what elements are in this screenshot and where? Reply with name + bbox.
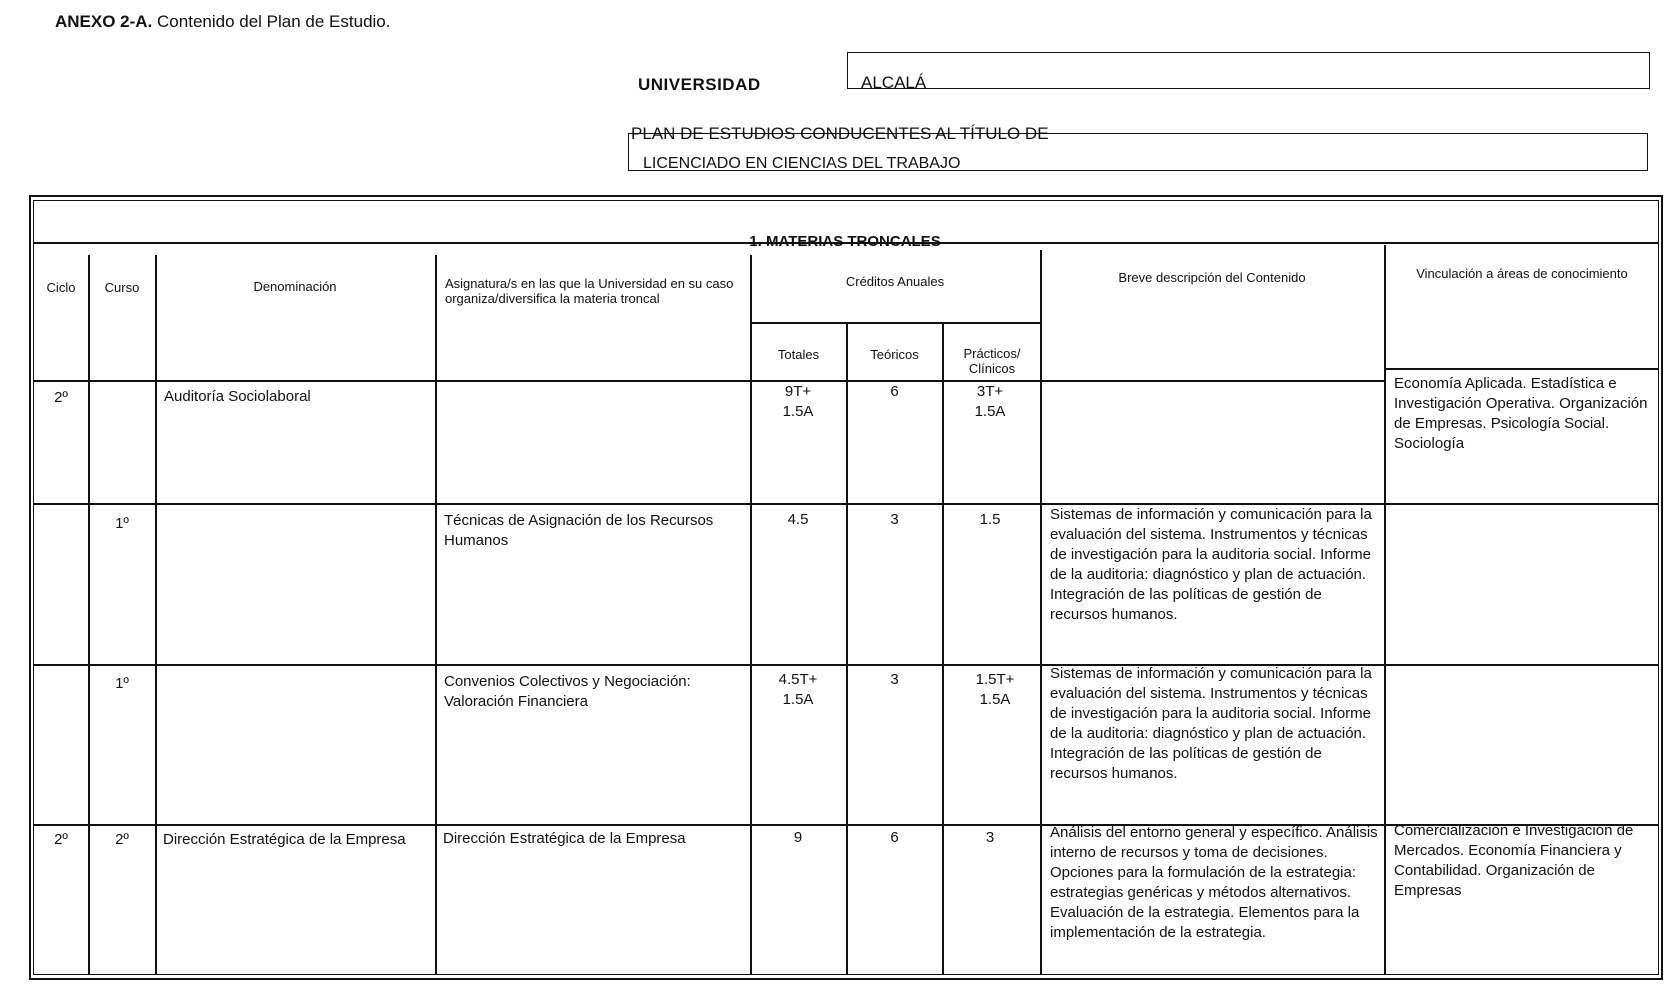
col-rule-ciclo bbox=[88, 255, 90, 975]
header-totales: Totales bbox=[777, 347, 820, 362]
table-row-4-asignatura: Dirección Estratégica de la Empresa bbox=[443, 830, 686, 847]
header-descripcion: Breve descripción del Contenido bbox=[1118, 270, 1306, 285]
col-rule-curso bbox=[155, 255, 157, 975]
table-row-4-descripcion: Análisis del entorno general y específico. Análisis interno de recursos y toma de decisiones. Opciones para la formulación de la estrategia: estrategias genéricas y métodos alternativos. Evaluación de la estrategia. Elementos para la implementación de la estrategia. bbox=[1050, 824, 1378, 941]
table-row-3-curso: 1º bbox=[115, 675, 129, 692]
table-row-4-teoricos: 6 bbox=[890, 829, 899, 846]
table-row-3-asignatura: Convenios Colectivos y Negociación: Valoración Financiera bbox=[444, 673, 691, 710]
table-row-3-practicos: 1.5T+ 1.5A bbox=[975, 671, 1015, 708]
table-row-1-vinculacion: Economía Aplicada. Estadística e Investigación Operativa. Organización de Empresas. Psicología Social. Sociología bbox=[1394, 375, 1648, 452]
header-bottom-rule-mid bbox=[1040, 380, 1384, 382]
degree-value: LICENCIADO EN CIENCIAS DEL TRABAJO bbox=[643, 155, 961, 172]
plan-label: PLAN DE ESTUDIOS CONDUCENTES AL TÍTULO DE bbox=[631, 124, 1049, 143]
table-row-3-totales: 4.5T+ 1.5A bbox=[778, 671, 818, 708]
col-rule-asignatura bbox=[750, 255, 752, 975]
header-denominacion: Denominación bbox=[253, 279, 337, 294]
university-value: ALCALÁ bbox=[861, 73, 927, 92]
university-box bbox=[847, 52, 1650, 92]
col-rule-teoricos bbox=[942, 322, 944, 975]
annex-title bbox=[55, 12, 390, 32]
table-row-2-teoricos: 3 bbox=[890, 511, 899, 528]
annex-text: Contenido del Plan de Estudio. bbox=[157, 12, 391, 31]
header-practicos: Prácticos/ Clínicos bbox=[963, 346, 1021, 376]
table-row-4-curso: 2º bbox=[115, 831, 129, 848]
annex-number: ANEXO 2-A. bbox=[55, 12, 153, 31]
header-teoricos: Teóricos bbox=[870, 347, 919, 362]
header-asignatura: Asignatura/s en las que la Universidad en su caso organiza/diversifica la materia troncal bbox=[445, 276, 734, 306]
table-row-2-practicos: 1.5 bbox=[979, 511, 1001, 528]
table-row-2-descripcion: Sistemas de información y comunicación para la evaluación del sistema. Instrumentos y técnicas de investigación para la auditoria social. Informe de la auditoria: diagnóstico y plan de actuación. Integración de las políticas de gestión de recursos humanos. bbox=[1050, 506, 1372, 623]
table-row-1-teoricos: 6 bbox=[890, 383, 899, 400]
table-row-4-denominacion: Dirección Estratégica de la Empresa bbox=[163, 831, 406, 848]
table-row-4-ciclo: 2º bbox=[54, 831, 68, 848]
section-title: 1. MATERIAS TRONCALES bbox=[749, 233, 941, 250]
table-row-1-denominacion: Auditoría Sociolaboral bbox=[164, 388, 311, 405]
col-rule-denominacion bbox=[435, 255, 437, 975]
col-rule-descripcion bbox=[1384, 245, 1386, 975]
table-row-3-descripcion: Sistemas de información y comunicación para la evaluación del sistema. Instrumentos y técnicas de investigación para la auditoria social. Informe de la auditoria: diagnóstico y plan de actuación. Integración de las políticas de gestión de recursos humanos. bbox=[1050, 665, 1372, 782]
table-row-4-practicos: 3 bbox=[985, 829, 995, 846]
university-label: UNIVERSIDAD bbox=[638, 75, 761, 94]
header-creditos: Créditos Anuales bbox=[845, 274, 945, 289]
header-vinculacion: Vinculación a áreas de conocimiento bbox=[1416, 266, 1628, 281]
header-ciclo: Ciclo bbox=[46, 280, 76, 295]
table-row-3-teoricos: 3 bbox=[890, 671, 899, 688]
table-row-1-ciclo: 2º bbox=[54, 389, 68, 406]
table-row-1-totales: 9T+ 1.5A bbox=[782, 383, 814, 420]
col-rule-totales bbox=[846, 322, 848, 975]
header-curso: Curso bbox=[104, 280, 140, 295]
col-rule-creditos bbox=[1040, 250, 1042, 975]
table-row-4-vinculacion: Comercialización e Investigación de Mercados. Economía Financiera y Contabilidad. Organización de Empresas bbox=[1394, 822, 1634, 899]
table-row-1-practicos: 3T+ 1.5A bbox=[974, 383, 1006, 420]
table-row-4-totales: 9 bbox=[793, 829, 803, 846]
table-row-2-curso: 1º bbox=[115, 515, 129, 532]
table-row-2-asignatura: Técnicas de Asignación de los Recursos Humanos bbox=[444, 512, 714, 549]
credits-subheader-rule bbox=[750, 322, 1040, 324]
table-row-2-totales: 4.5 bbox=[787, 511, 809, 528]
header-bottom-rule-right bbox=[1384, 368, 1659, 370]
